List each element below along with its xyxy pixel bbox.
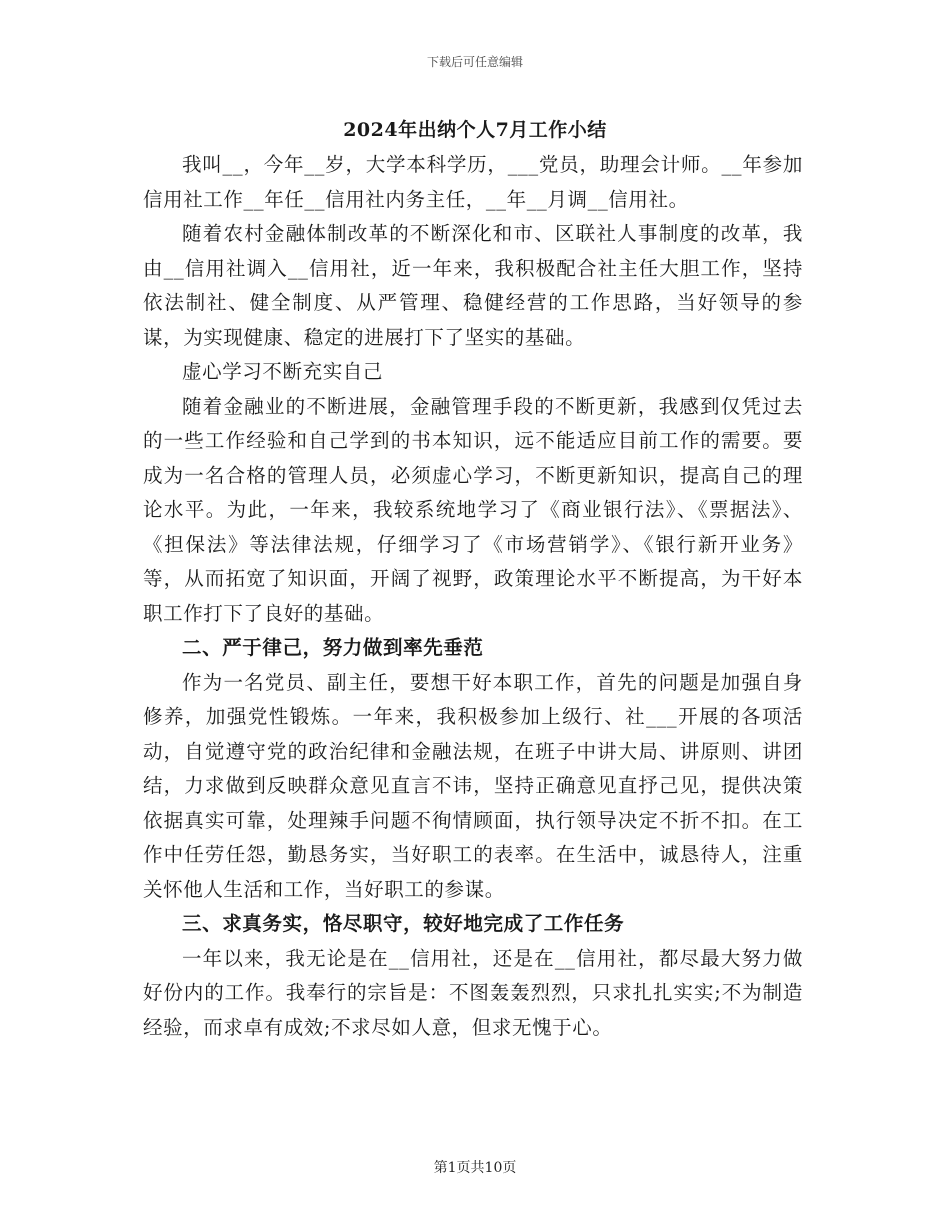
paragraph-background: 随着农村金融体制改革的不断深化和市、区联社人事制度的改革，我由__信用社调入__信用社，近一年来，我积极配合社主任大胆工作，坚持依法制社、健全制度、从严管理、稳健经营的工作思路，当好领导的参谋，为实现健康、稳定的进展打下了坚实的基础。 [143, 222, 803, 349]
section-heading-study: 虚心学习不断充实自己 [182, 360, 384, 383]
header-note: 下载后可任意编辑 [426, 55, 523, 69]
page-number-footer: 第1页共10页 [433, 1160, 517, 1176]
paragraph-study: 随着金融业的不断进展，金融管理手段的不断更新，我感到仅凭过去的一些工作经验和自己学到的书本知识，远不能适应目前工作的需要。要成为一名合格的管理人员，必须虚心学习，不断更新知识，提高自己的理论水平。为此，一年来，我较系统地学习了《商业银行法》、《票据法》、《担保法》等法律法规，仔细学习了《市场营销学》、《银行新开业务》等，从而拓宽了知识面，开阔了视野，政策理论水平不断提高，为干好本职工作打下了良好的基础。 [143, 394, 803, 625]
paragraph-discipline: 作为一名党员、副主任，要想干好本职工作，首先的问题是加强自身修养，加强党性锻炼。一年来，我积极参加上级行、社___开展的各项活动，自觉遵守党的政治纪律和金融法规，在班子中讲大局、讲原则、讲团结，力求做到反映群众意见直言不讳，坚持正确意见直抒己见，提供决策依据真实可靠，处理辣手问题不徇情顾面，执行领导决定不折不扣。在工作中任劳任怨，勤恳务实，当好职工的表率。在生活中，诚恳待人，注重关怀他人生活和工作，当好职工的参谋。 [143, 670, 803, 901]
document-title: 2024年出纳个人7月工作小结 [343, 119, 607, 141]
section-heading-duties: 三、求真务实，恪尽职守，较好地完成了工作任务 [182, 912, 625, 935]
section-heading-discipline: 二、严于律己，努力做到率先垂范 [182, 636, 484, 659]
paragraph-duties: 一年以来，我无论是在__信用社，还是在__信用社，都尽最大努力做好份内的工作。我奉行的宗旨是：不图轰轰烈烈，只求扎扎实实;不为制造经验，而求卓有成效;不求尽如人意，但求无愧于心。 [143, 946, 803, 1039]
document-body [143, 148, 803, 1045]
paragraph-intro: 我叫__，今年__岁，大学本科学历，___党员，助理会计师。__年参加信用社工作__年任__信用社内务主任，__年__月调__信用社。 [143, 153, 803, 211]
